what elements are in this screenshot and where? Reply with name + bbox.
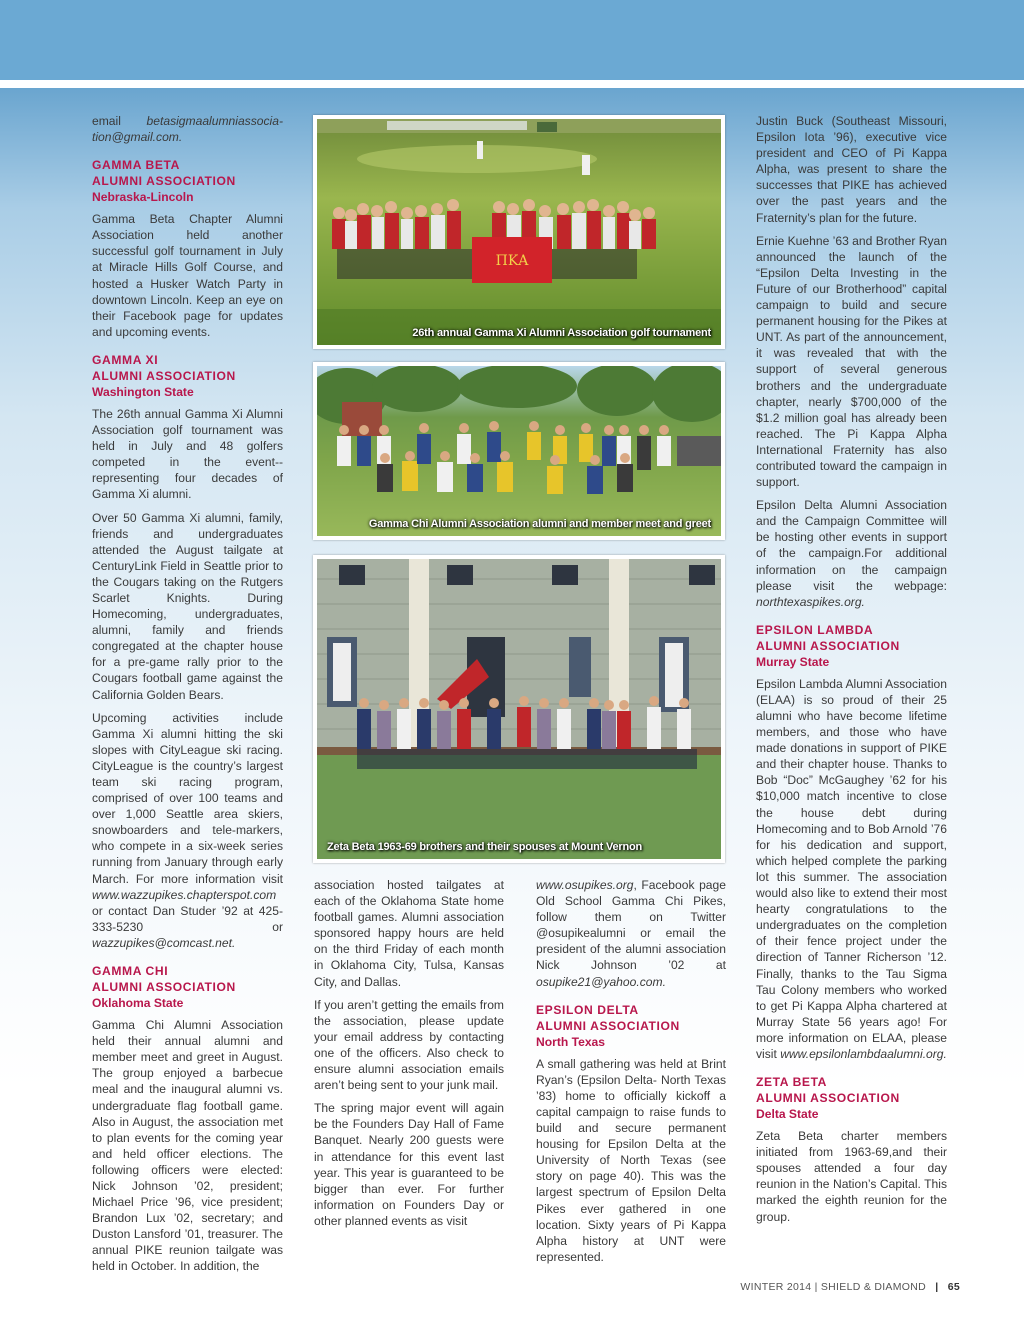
- mount-vernon-photo: [313, 555, 725, 863]
- section-heading: GAMMA CHI: [92, 964, 169, 979]
- section-heading: ALUMNI ASSOCIATION: [536, 1018, 680, 1033]
- paragraph: Epsilon Delta Alumni Association and the Campaign Committee will be hosting other events in support of the campaign.For additional information on the campaign please visit the webpage: northtexaspikes.org.: [756, 498, 947, 609]
- footer-separator: |: [935, 1281, 939, 1293]
- section-subheading: Oklahoma State: [92, 996, 184, 1011]
- section-subheading: Murray State: [756, 654, 830, 669]
- paragraph: Ernie Kuehne ’63 and Brother Ryan announced the launch of the “Epsilon Delta Investing in the Future of our Brotherhood” capital campaign to build and secure permanent housing for the Pikes at UNT. As part of the announcement, it was revealed that with the support of several generous brothers and the undergraduate chapter, nearly $700,000 of the $1.2 million goal has already been reached. The Pi Kappa Alpha International Fraternity has also contributed toward the campaign in support.: [756, 233, 947, 490]
- section-subheading: Delta State: [756, 1107, 819, 1122]
- paragraph: A small gathering was held at Brint Ryan’s (Epsilon Delta- North Texas ’83) home to officially kickoff a capital campaign to raise funds to build and secure permanent housing for Epsilon Delta at the University of North Texas (see story on page 40). This was the largest spectrum of Epsilon Delta Pikes ever gathered in one location. Sixty years of Pi Kappa Alpha history at UNT were represented.: [536, 1056, 726, 1264]
- email-link[interactable]: wazzupikes@comcast.net.: [92, 935, 236, 950]
- email-link[interactable]: osupike21@yahoo.com.: [536, 974, 666, 989]
- banner-stripe: [0, 80, 1024, 88]
- column-2: [314, 877, 504, 1236]
- paragraph: Gamma Beta Chapter Alumni Association held another successful golf tournament in July at Miracle Hills Golf Course, and hosted a Husker Watch Party in downtown Lincoln. Keep an eye on their Facebook page for updates and upcoming events.: [92, 212, 283, 339]
- column-3: [536, 877, 726, 1272]
- section-heading: GAMMA BETA: [92, 158, 180, 173]
- photo-caption: 26th annual Gamma Xi Alumni Association golf tournament: [412, 327, 711, 339]
- section-subheading: Nebraska-Lincoln: [92, 190, 194, 205]
- intro-email-line: email betasigmaalumniassocia-tion@gmail.com.: [92, 114, 283, 145]
- paragraph: Epsilon Lambda Alumni Association (ELAA) is so proud of their 25 alumni who have become lifetime members, and those who have made donations in support of PIKE and their chapter house. Thanks to Bob “Doc” McGaughey ’62 for his $10,000 match incentive to close the house debt during Homecoming and to Bob Arnold ’76 for his dedication and support, which helped complete the parking lot this summer. The association would also like to extend their most hearty congratulations to the undergraduates on the completion of their fence project under the direction of Tanner Richerson ’12. Finally, thanks to the Tau Sigma Tau Colony members who worked to get Pi Kappa Alpha chartered at Murray State 56 years ago! For more information on ELAA, please visit www.epsilonlambdaalumni.org.: [756, 676, 947, 1061]
- section-subheading: North Texas: [536, 1034, 605, 1049]
- section-heading: ALUMNI ASSOCIATION: [756, 638, 900, 653]
- paragraph: The spring major event will again be the Founders Day Hall of Fame Banquet. Nearly 200 guests were in attendance for this event last year. This year is guaranteed to be bigger than ever. For further information on Founders Day or other planned events as visit: [314, 1101, 504, 1228]
- section-heading: ZETA BETA: [756, 1075, 828, 1090]
- section-heading: ALUMNI ASSOCIATION: [92, 980, 236, 995]
- paragraph: Over 50 Gamma Xi alumni, family, friends and undergraduates attended the August tailgate at CenturyLink Field in Seattle prior to the Cougars taking on the Rutgers Scarlet Knights. During Homecoming, undergraduates, alumni, family and friends congregated at the chapter house for a pre-game rally prior to the Cougars football game against the California Golden Bears.: [92, 510, 283, 702]
- meet-and-greet-photo: [313, 362, 725, 540]
- paragraph: The 26th annual Gamma Xi Alumni Association golf tournament was held in July and 48 golfers competed in the event--representing four decades of Gamma Xi alumni.: [92, 406, 283, 502]
- section-heading: ALUMNI ASSOCIATION: [92, 368, 236, 383]
- photo-caption: Gamma Chi Alumni Association alumni and member meet and greet: [368, 518, 711, 530]
- paragraph: Upcoming activities include Gamma Xi alumni hitting the ski slopes with CityLeague ski racing. CityLeague is the country’s largest team ski racing program, comprised of over 100 teams and over 1,000 Seattle area skiers, snowboarders and tele-markers, who compete in a six-week series running from January through early March. For more information visit www.wazzupikes.chapterspot.com or contact Dan Studer ’92 at 425-333-5230 or wazzupikes@comcast.net.: [92, 710, 283, 950]
- page-footer: [740, 1281, 960, 1293]
- page-number: 65: [947, 1281, 960, 1293]
- vernon-photo-illustration: [317, 559, 721, 859]
- website-link[interactable]: www.osupikes.org: [536, 878, 634, 892]
- website-link[interactable]: www.wazzupikes.chapterspot.com: [92, 887, 277, 902]
- paragraph: Gamma Chi Alumni Association held their annual alumni and member meet and greet in August. The group enjoyed a barbecue meal and the inaugural alumni vs. undergraduate flag football game. Also in August, the association met to plan events for the coming year and held officer elections. The following officers were elected: Nick Johnson ’02, president; Michael Price ’96, vice president; Brandon Lux ’02, secretary; and Duston Lansford ’01, treasurer. The annual PIKE reunion tailgate was held in October. In addition, the: [92, 1018, 283, 1274]
- email-link[interactable]: betasigmaalumniassocia-tion@gmail.com.: [92, 114, 283, 145]
- paragraph: Zeta Beta charter members initiated from 1963-69,and their spouses attended a four day reunion in the Nation’s Capital. This marked the eighth reunion for the group.: [756, 1129, 947, 1224]
- section-heading: ALUMNI ASSOCIATION: [92, 174, 236, 189]
- top-banner: [0, 0, 1024, 80]
- section-heading: GAMMA XI: [92, 352, 159, 367]
- section-heading: ALUMNI ASSOCIATION: [756, 1091, 900, 1106]
- paragraph: www.osupikes.org, Facebook page Old School Gamma Chi Pikes, follow them on Twitter @osupikealumni or email the president of the alumni association Nick Johnson ’02 at osupike21@yahoo.com.: [536, 878, 726, 989]
- flag-lettering: ΠΚΑ: [495, 253, 529, 269]
- section-heading: EPSILON DELTA: [536, 1002, 639, 1017]
- paragraph: association hosted tailgates at each of the Oklahoma State home football games. Alumni association sponsored happy hours are held on the third Friday of each month in Oklahoma City, Tulsa, Kansas City, and Dallas.: [314, 878, 504, 989]
- website-link[interactable]: www.epsilonlambdaalumni.org.: [780, 1046, 947, 1061]
- section-subheading: Washington State: [92, 384, 194, 399]
- website-link[interactable]: northtexaspikes.org.: [756, 594, 865, 609]
- paragraph: If you aren’t getting the emails from the association, please update your email address by contacting one of the officers. Also check to ensure alumni association emails aren’t being sent to your junk mail.: [314, 997, 504, 1093]
- paragraph: Justin Buck (Southeast Missouri, Epsilon Iota ’96), executive vice president and CEO of Pi Kappa Alpha, was present to share the successes that PIKE has achieved over the past years and the Fraternity’s plan for the future.: [756, 114, 947, 225]
- column-4: [756, 113, 947, 1232]
- section-heading: EPSILON LAMBDA: [756, 622, 874, 637]
- meet-photo-illustration: [317, 366, 721, 536]
- photo-caption: Zeta Beta 1963-69 brothers and their spouses at Mount Vernon: [327, 841, 643, 853]
- column-1: [92, 113, 283, 1282]
- issue-label: WINTER 2014 | SHIELD & DIAMOND: [740, 1281, 927, 1293]
- golf-tournament-photo: [313, 115, 725, 349]
- golf-photo-illustration: [317, 119, 721, 345]
